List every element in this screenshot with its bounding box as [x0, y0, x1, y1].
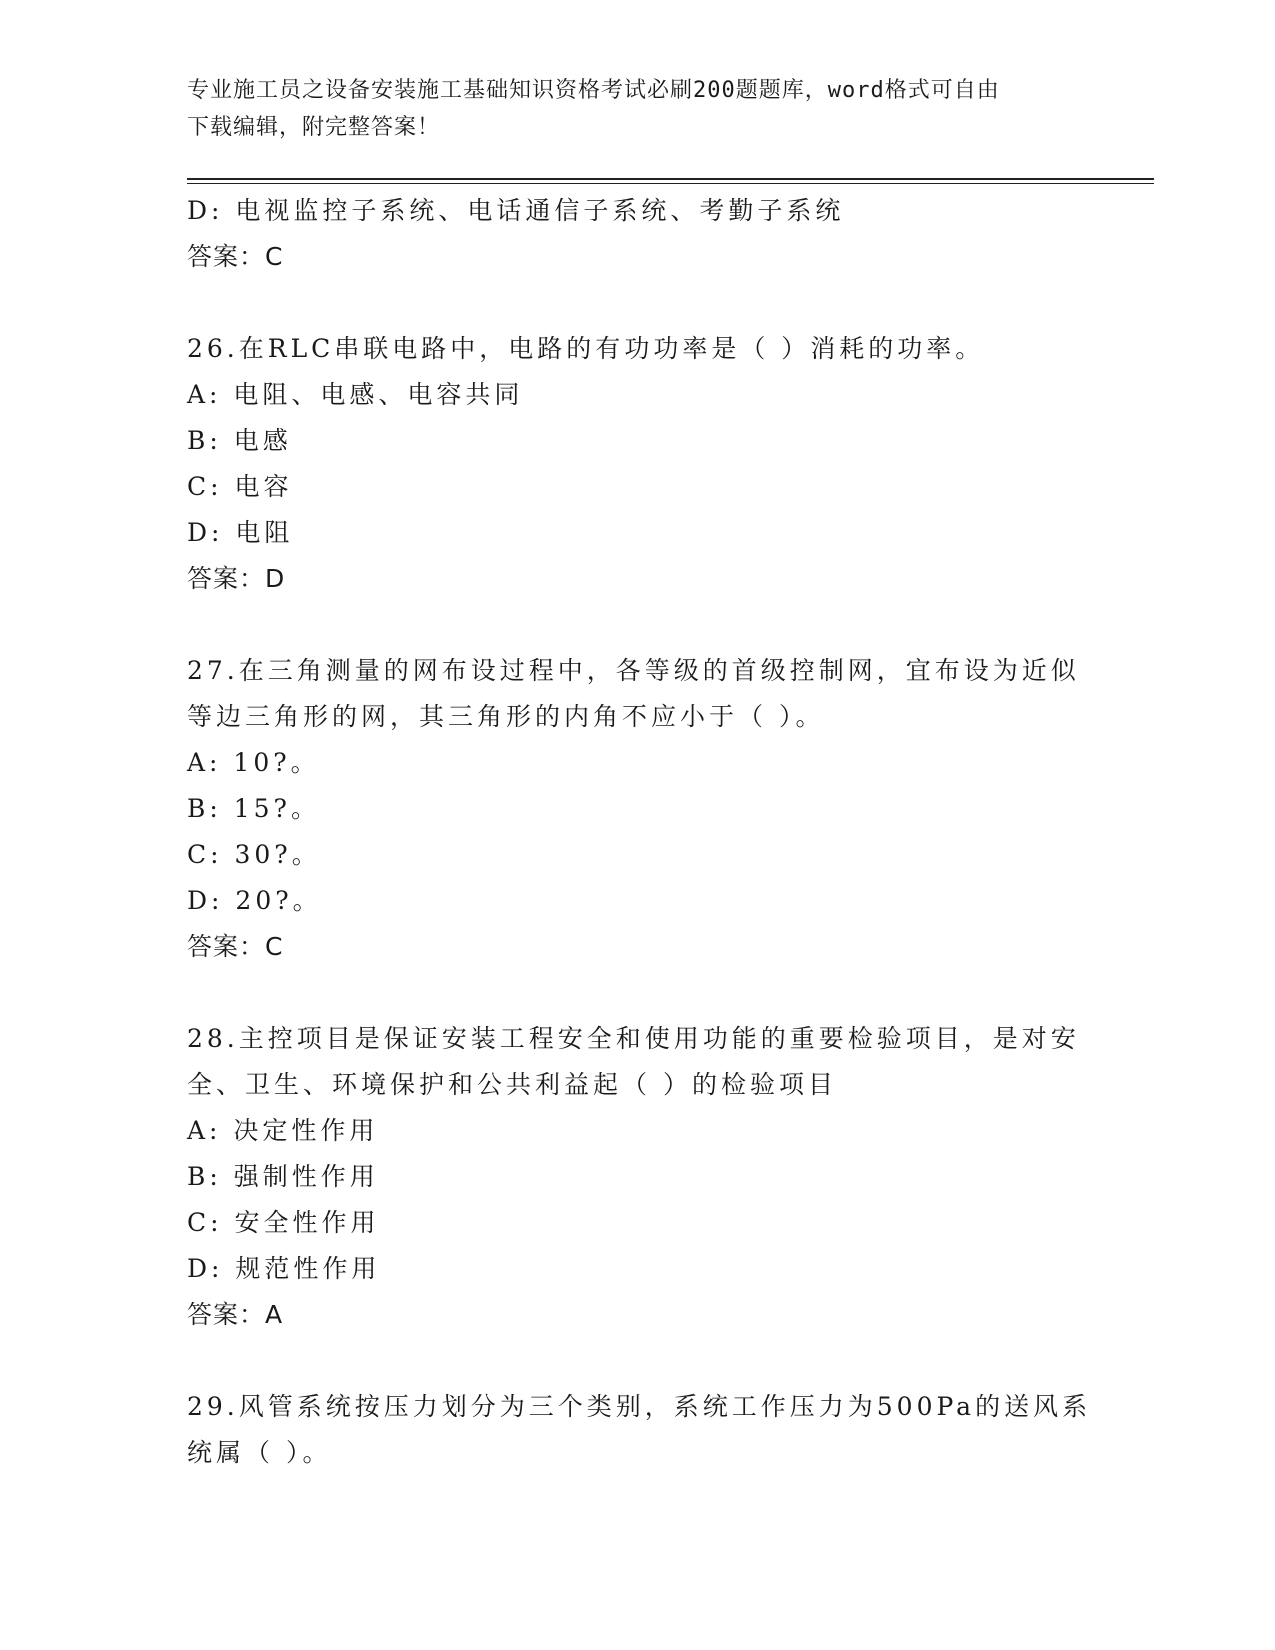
question-stem-line-1: 27.在三角测量的网布设过程中，各等级的首级控制网，宜布设为近似 — [187, 656, 1080, 685]
header-line-1: 专业施工员之设备安装施工基础知识资格考试必刷200题题库，word格式可自由 — [187, 78, 1000, 103]
question-stem-line-1: 29.风管系统按压力划分为三个类别，系统工作压力为500Pa的送风系 — [187, 1392, 1092, 1421]
option-d: D: 规范性作用 — [187, 1254, 381, 1283]
option-d: D: 电阻 — [187, 518, 294, 547]
option-a: A: 决定性作用 — [187, 1116, 379, 1145]
option-a: A: 10?。 — [187, 748, 320, 777]
header-rule-thick — [187, 178, 1154, 180]
spacer — [187, 970, 1087, 1016]
question-stem-line-2: 统属（ ）。 — [187, 1438, 332, 1467]
answer: 答案：A — [187, 1300, 284, 1329]
question-26 — [187, 326, 1087, 602]
option-c: C: 30?。 — [187, 840, 321, 869]
document-header — [187, 72, 1067, 146]
question-28 — [187, 1016, 1087, 1338]
question-27 — [187, 648, 1087, 970]
question-list — [187, 188, 1092, 1476]
option-a: A: 电阻、电感、电容共同 — [187, 380, 524, 409]
header-line-2: 下载编辑，附完整答案！ — [187, 115, 441, 140]
answer: 答案：C — [187, 932, 284, 961]
option-b: B: 电感 — [187, 426, 292, 455]
spacer — [187, 602, 1087, 648]
question-stem-line-2: 等边三角形的网，其三角形的内角不应小于（ ）。 — [187, 702, 825, 731]
option-c: C: 安全性作用 — [187, 1208, 380, 1237]
header-rule-thin — [187, 183, 1154, 184]
option-b: B: 15?。 — [187, 794, 320, 823]
option-d: D: 20?。 — [187, 886, 322, 915]
option-b: B: 强制性作用 — [187, 1162, 379, 1191]
question-29 — [187, 1384, 1092, 1476]
question-stem-line-2: 全、卫生、环境保护和公共利益起（ ）的检验项目 — [187, 1070, 837, 1099]
spacer — [187, 1338, 1087, 1384]
answer: 答案：D — [187, 564, 286, 593]
answer: 答案：C — [187, 242, 284, 271]
question-25 — [187, 188, 1087, 280]
question-stem: 26.在RLC串联电路中，电路的有功功率是（ ）消耗的功率。 — [187, 334, 985, 363]
question-stem-line-1: 28.主控项目是保证安装工程安全和使用功能的重要检验项目，是对安 — [187, 1024, 1080, 1053]
spacer — [187, 280, 1087, 326]
option-d: D: 电视监控子系统、电话通信子系统、考勤子系统 — [187, 196, 845, 225]
option-c: C: 电容 — [187, 472, 293, 501]
